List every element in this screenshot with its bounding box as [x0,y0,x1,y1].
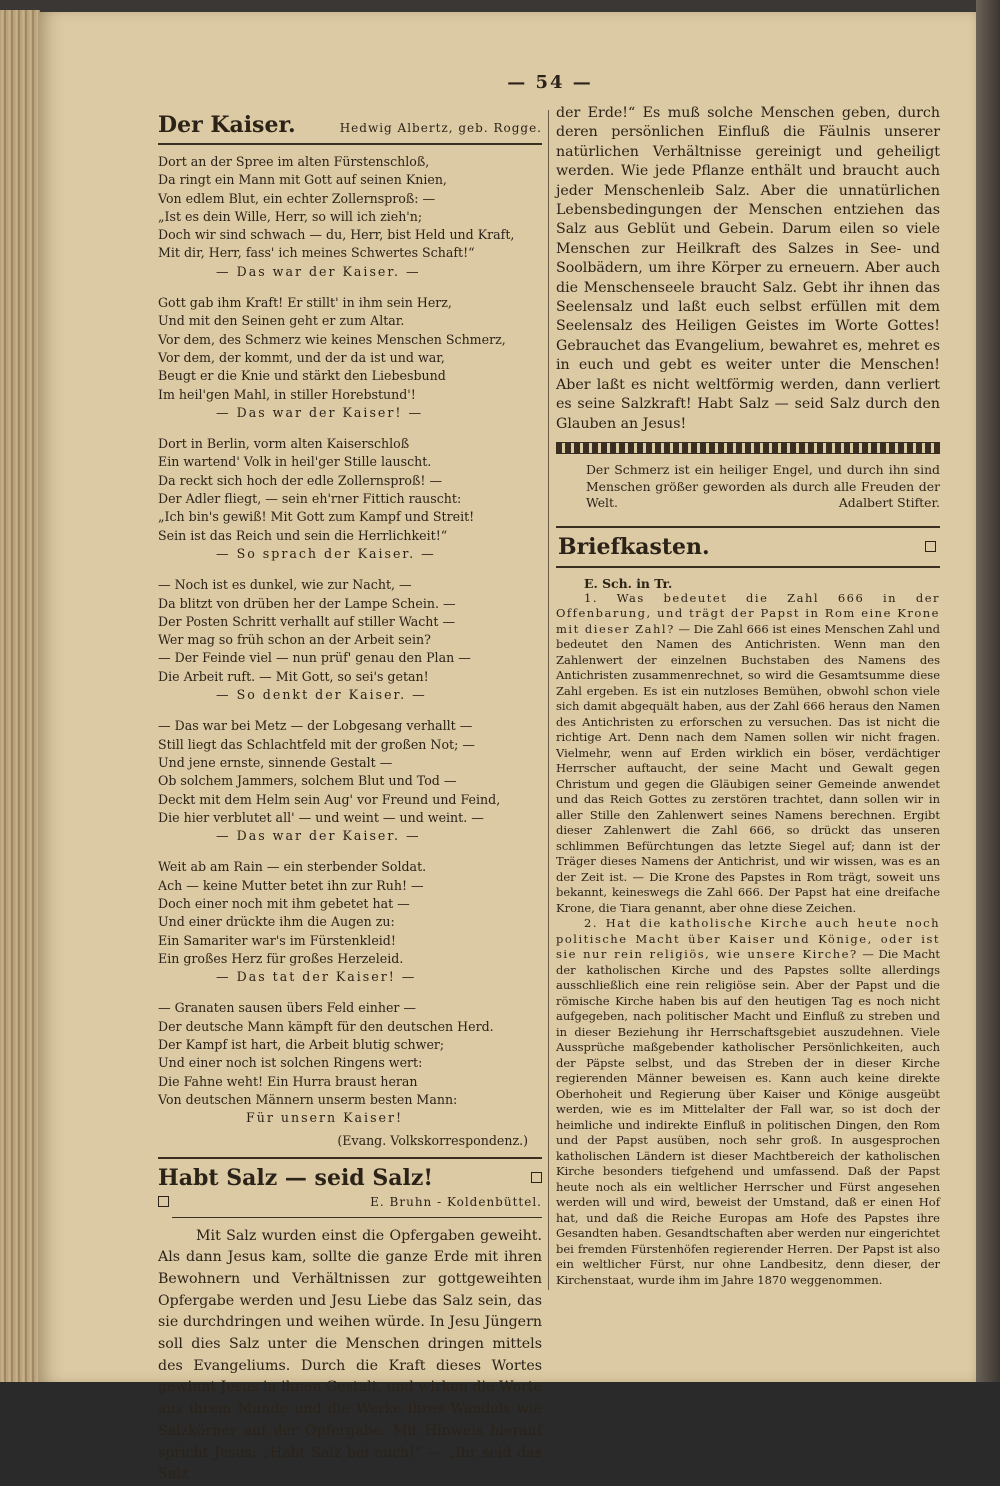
verse: Von deutschen Männern unserm besten Mann: [158,1091,458,1107]
refrain: — Das war der Kaiser. — [216,263,421,279]
verse: Sein ist das Reich und sein die Herrlichkeit!“ [158,527,448,543]
quote-author: Adalbert Stifter. [838,495,940,511]
ornamental-rule [556,442,940,454]
right-column [556,104,940,1288]
verse: Im heil'gen Mahl, in stiller Horebstund'! [158,386,416,402]
verse: Und mit den Seinen geht er zum Altar. [158,313,405,329]
refrain: — Das tat der Kaiser! — [216,969,417,985]
verse: Ein großes Herz für großes Herzeleid. [158,950,404,966]
verse: — Der Feinde viel — nun prüf' genau den Plan — [158,650,471,666]
verse: Weit ab am Rain — ein sterbender Soldat. [158,859,427,875]
verse: Die Arbeit ruft. — Mit Gott, so sei's getan! [158,668,429,684]
quote-text: Der Schmerz ist ein heiliger Engel, und durch ihn sind Menschen größer geworden als durch alle Freuden der Welt. [586,461,940,511]
square-ornament-icon [925,541,936,552]
verse: Doch wir sind schwach — du, Herr, bist Held und Kraft, [158,227,515,243]
salz-paragraph: Mit Salz wurden einst die Opfergaben geweiht. Als dann Jesus kam, sollte die ganze Erde mit ihren Bewohnern und Verhältnissen zur gottgeweihten Opfergabe werden und Jesu Liebe das Salz sein, das sie durchdringen und weihen würde. In Jesu Jüngern soll dies Salz unter die Menschen dringen mittels des Evangeliums. Durch die Kraft dieses Wortes gewinnt Jesus in ihnen Gestalt, und wirken die Worte aus ihrem Munde und die Werke ihres Wandels wie Salzkörner auf der Opfergabe. Mit Hinweis hierauf spricht Jesus: „Habt Salz bei euch!“ — „Ihr seid das Salz [158,1227,542,1483]
stanza-4 [158,576,542,704]
verse: Und einer drückte ihm die Augen zu: [158,914,395,930]
column-rule [548,110,549,1290]
stanza-6 [158,858,542,986]
salz-byline [158,1195,542,1209]
verse: Wer mag so früh schon an der Arbeit sein? [158,632,431,648]
stanza-7 [158,999,542,1127]
verse: — Das war bei Metz — der Lobgesang verhallt — [158,718,473,734]
verse: „Ist es dein Wille, Herr, so will ich zieh'n; [158,208,423,224]
verse: Ein Samariter war's im Fürstenkleid! [158,932,396,948]
answer-1 [556,591,940,917]
question-2: 2. Hat die katholische Kirche auch heute noch politische Macht über Kaiser und Könige, oder ist sie nur rein religiös, wie unsere Kirche? [556,916,940,962]
verse: Mit dir, Herr, fass' ich meines Schwertes Schaft!“ [158,245,475,261]
verse: Und einer noch ist solchen Ringens wert: [158,1055,423,1071]
verse: Die Fahne weht! Ein Hurra braust heran [158,1073,418,1089]
verse: — Noch ist es dunkel, wie zur Nacht, — [158,577,412,593]
verse: „Ich bin's gewiß! Mit Gott zum Kampf und Streit! [158,509,475,525]
briefkasten-header [556,526,940,568]
page-stack-edge [0,10,40,1382]
verse: Der Adler fliegt, — sein eh'rner Fittich rauscht: [158,491,462,507]
stanza-3 [158,435,542,563]
stanza-5 [158,717,542,845]
salz-title: Habt Salz — seid Salz! [158,1164,433,1191]
section-divider [158,1157,542,1159]
book-cover-edge [976,0,1000,1382]
stanza-2 [158,294,542,422]
stifter-quote [556,462,940,512]
verse: Dort an der Spree im alten Fürstenschloß, [158,154,430,169]
verse: Da reckt sich hoch der edle Zollernsproß! — [158,472,443,488]
verse: Ach — keine Mutter betet ihn zur Ruh! — [158,877,424,893]
salz-body [158,1226,542,1486]
square-ornament-icon [158,1196,169,1207]
briefkasten-body [556,591,940,1289]
verse: Und jene ernste, sinnende Gestalt — [158,754,393,770]
verse: Vor dem, des Schmerz wie keines Menschen Schmerz, [158,331,506,347]
verse: Da ringt ein Mann mit Gott auf seinen Knien, [158,172,447,188]
stanza-1 [158,153,542,281]
verse: Dort in Berlin, vorm alten Kaiserschloß [158,436,410,452]
poem-source: (Evang. Volkskorrespondenz.) [337,1132,528,1148]
verse: Gott gab ihm Kraft! Er stillt' in ihm sein Herz, [158,295,452,311]
refrain: Für unsern Kaiser! [246,1110,404,1126]
refrain: — Das war der Kaiser! — [216,404,424,420]
verse: Still liegt das Schlachtfeld mit der großen Not; — [158,736,475,752]
answer-2 [556,916,940,1288]
square-ornament-icon [531,1172,542,1183]
left-column [158,112,542,1486]
refrain: — So sprach der Kaiser. — [216,545,436,561]
verse: — Granaten sausen übers Feld einher — [158,1000,417,1016]
verse: Beugt er die Knie und stärkt den Liebesbund [158,368,446,384]
verse: Von edlem Blut, ein echter Zollernsproß: — [158,190,436,206]
question-1: 1. Was bedeutet die Zahl 666 in der Offenbarung, und trägt der Papst in Rom eine Krone mit dieser Zahl? [556,590,940,636]
refrain: — So denkt der Kaiser. — [216,687,427,703]
verse: Der Kampf ist hart, die Arbeit blutig schwer; [158,1037,445,1053]
refrain: — Das war der Kaiser. — [216,828,421,844]
kaiser-author: Hedwig Albertz, geb. Rogge. [339,121,542,135]
byline-rule [172,1217,542,1218]
answer-2-text: — Die Macht der katholischen Kirche und des Papstes sollte allerdings ausschließlich eine rein religiöse sein. Aber der Papst und die römische Kirche haben bis auf den heutigen Tag es noch nicht aufgegeben, nach politischer Macht und Einfluß zu streben und in dieser Beziehung ihr Herrschaftsgebiet auszudehnen. Viele Aussprüche maßgebender katholischer Persönlichkeiten, auch der Päpste selbst, und das Streben der in dieser Kirche regierenden Männer beweisen es. Kann auch keine direkte Oberhoheit und Regierung über Kaiser und Könige ausgeübt werden, wie es im Mittelalter der Fall war, so ist doch der heimliche und indirekte Einfluß in politischen Dingen, den Rom und der Papst ausüben, noch sehr groß. In ausgesprochen katholischen Ländern ist dieser Machtbereich der katholischen Kirche besonders tiefgehend und umfassend. Daß der Papst heute noch als ein weltlicher Herrscher und Fürst angesehen werden will und wird, beweist der Umstand, daß er einen Hof hat, und daß die Reiche Europas am Hofe des Papstes ihre Gesandten haben. Gesandtschaften aber werden nur eingerichtet bei fremden Fürstenhöfen regierender Herren. Der Papst ist also ein weltlicher Fürst, nur ohne Landbesitz, denn dieser, der Kirchenstaat, wurde ihm im Jahre 1870 weggenommen. [556,947,940,1287]
verse: Ein wartend' Volk in heil'ger Stille lauscht. [158,454,432,470]
salz-continuation: der Erde!“ Es muß solche Menschen geben, durch deren persönlichen Einfluß die Fäulnis unserer natürlichen Verhältnisse gereinigt und geheiligt werden. Wie jede Pflanze enthält und braucht auch jeder Menschenleib Salz. Aber die unnatürlichen Lebensbedingungen der Menschen entziehen das Salz aus Geblüt und Gebein. Darum eilen so viele Menschen zur Heilkraft des Salzes in See- und Soolbädern, um ihre Körper zu erneuern. Aber auch die Menschenseele braucht Salz. Gebt ihr ihnen das Seelensalz und laßt euch selbst erfüllen mit dem Seelensalz des Heiligen Geistes im Worte Gottes! Gebrauchet das Evangelium, bewahret es, mehret es in euch und gebt es weiter unter die Menschen! Aber laßt es nicht weltförmig werden, dann verliert es seine Salzkraft! Habt Salz — seid Salz durch den Glauben an Jesus! [556,105,940,432]
verse: Doch einer noch mit ihm gebetet hat — [158,895,410,911]
verse: Der Posten Schritt verhallt auf stiller Wacht — [158,613,456,629]
verse: Die hier verblutet all' — und weint — und weint. — [158,809,484,825]
kaiser-header [158,112,542,145]
verse: Der deutsche Mann kämpft für den deutschen Herd. [158,1018,494,1034]
verse: Vor dem, der kommt, und der da ist und war, [158,349,445,365]
page-number: — 54 — [507,72,593,93]
briefkasten-title: Briefkasten. [558,533,710,560]
briefkasten-address: E. Sch. in Tr. [584,575,673,591]
kaiser-title: Der Kaiser. [158,112,296,138]
verse: Da blitzt von drüben her der Lampe Schein. — [158,595,456,611]
salz-header [158,1165,542,1191]
salz-author: E. Bruhn - Koldenbüttel. [370,1194,542,1209]
verse: Deckt mit dem Helm sein Aug' vor Freund und Feind, [158,791,501,807]
answer-1-text: — Die Zahl 666 ist eines Menschen Zahl und bedeutet den Namen des Antichristen. Wenn man den Zahlenwert der einzelnen Buchstaben des Namens des Antichristen zusammenrechnet, so wird die Gesamtsumme diese Zahl ergeben. Es ist ein nutzloses Bemühen, obwohl schon viele sich damit abgequält haben, aus der Zahl 666 heraus den Namen des Antichristen zu erforschen zu versuchen. Das ist nicht die richtige Art. Denn nach dem Namen sollen wir nicht fragen. Vielmehr, wenn auf Erden wirklich ein böser, verdächtiger Herrscher auftaucht, der seine Macht und Gewalt gegen Christum und gegen die Gläubigen seiner Gemeinde anwendet und das Reich Gottes zu zerstören trachtet, dann sollen wir in aller Stille den Zahlenwert seines Namens berechnen. Ergibt dieser Zahlenwert die Zahl 666, so drückt das unseren schlimmen Befürchtungen das letzte Siegel auf; dann ist der Träger dieses Namens der Antichrist, und wir wissen, was es an der Zeit ist. — Die Krone des Papstes in Rom trägt, soweit uns bekannt, keineswegs die Zahl 666. Der Papst hat eine dreifache Krone, die Tiara genannt, aber ohne diese Zeichen. [556,621,940,915]
verse: Ob solchem Jammers, solchem Blut und Tod — [158,773,457,789]
